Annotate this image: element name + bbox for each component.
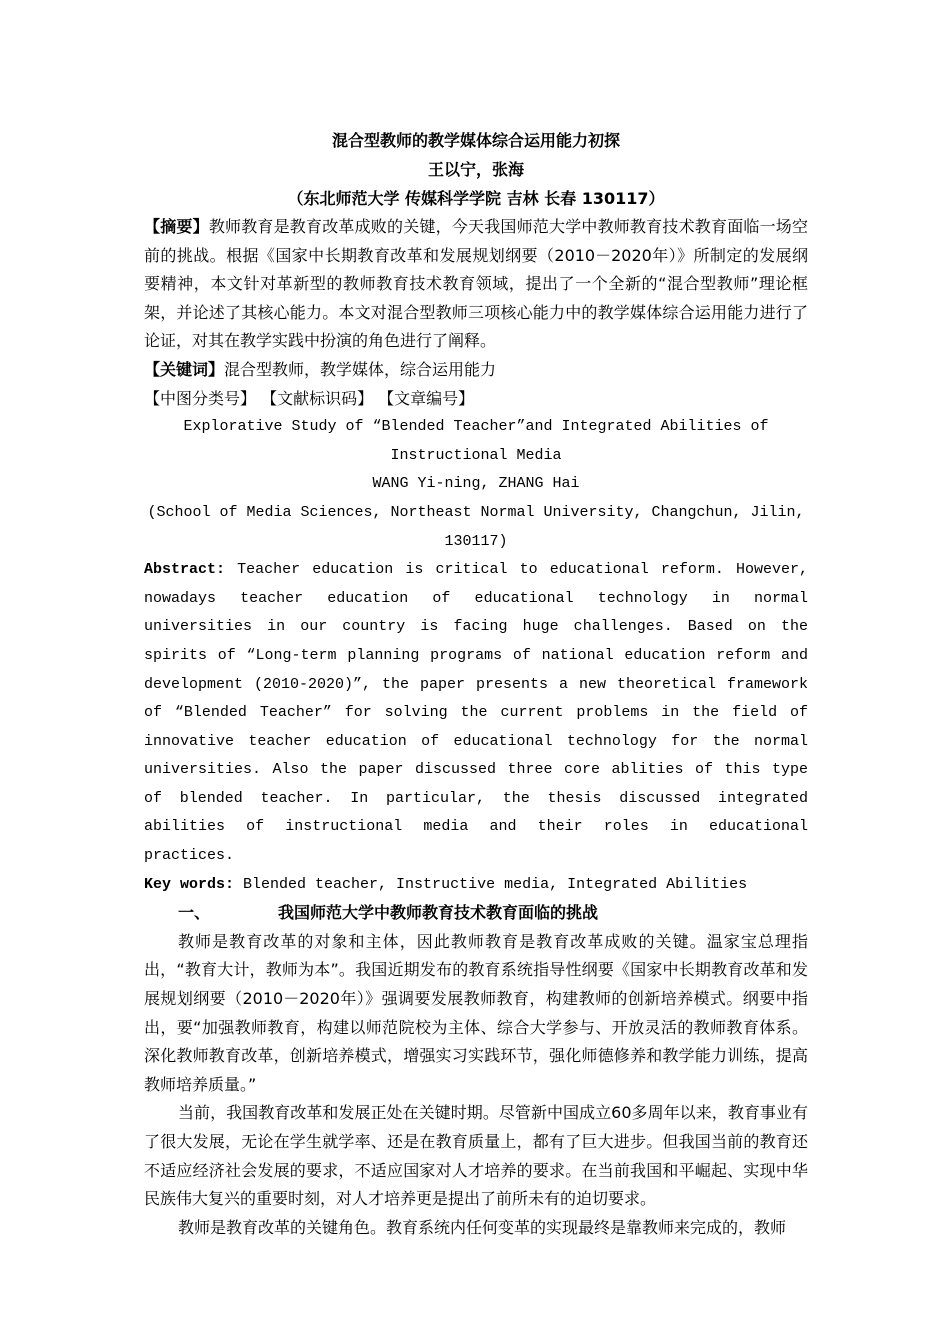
paper-title-en: Explorative Study of “Blended Teacher”and Integrated Abilities of Instructional Media: [183, 418, 769, 464]
keywords-en: [144, 871, 808, 900]
authors-cn: 王以宁，张海: [427, 160, 524, 179]
keywords-cn: [144, 356, 808, 385]
body-paragraph: 教师是教育改革的对象和主体，因此教师教育是教育改革成败的关键。温家宝总理指出，“教育大计，教师为本”。我国近期发布的教育系统指导性纲要《国家中长期教育改革和发展规划纲要（2010－2020年）》强调要发展教师教育，构建教师的创新培养模式。纲要中指出，要“加强教师教育，构建以师范院校为主体、综合大学参与、开放灵活的教师教育体系。深化教师教育改革，创新培养模式，增强实习实践环节，强化师德修养和教学能力训练，提高教师培养质量。”: [144, 931, 808, 1094]
body-paragraph: 当前，我国教育改革和发展正处在关键时期。尽管新中国成立60多周年以来，教育事业有了很大发展，无论在学生就学率、还是在教育质量上，都有了巨大进步。但我国当前的教育还不适应经济社会发展的要求，不适应国家对人才培养的要求。在当前我国和平崛起、实现中华民族伟大复兴的重要时刻，对人才培养更是提出了前所未有的迫切要求。: [144, 1103, 808, 1209]
abstract-cn-label: 【摘要】: [144, 217, 209, 236]
keywords-en-text: Blended teacher, Instructive media, Integrated Abilities: [243, 875, 748, 893]
keywords-cn-text: 混合型教师，教学媒体，综合运用能力: [224, 359, 497, 379]
authors-en: WANG Yi-ning, ZHANG Hai: [372, 475, 580, 493]
section-heading: [144, 899, 808, 928]
classification-line: 【中图分类号】 【文献标识码】 【文章编号】: [144, 388, 475, 408]
abstract-en: [144, 556, 808, 871]
affiliation-cn: （东北师范大学 传媒科学学院 吉林 长春 130117）: [287, 189, 665, 208]
abstract-cn: [144, 213, 808, 356]
affiliation-en: (School of Media Sciences, Northeast Normal University, Changchun, Jilin, 130117): [147, 503, 805, 550]
section-title: 我国师范大学中教师教育技术教育面临的挑战: [278, 903, 599, 923]
abstract-cn-text: 教师教育是教育改革成败的关键，今天我国师范大学中教师教育技术教育面临一场空前的挑战。根据《国家中长期教育改革和发展规划纲要（2010－2020年）》所制定的发展纲要精神，本文针对革新型的教师教育技术教育领域，提出了一个全新的“混合型教师”理论框架，并论述了其核心能力。本文对混合型教师三项核心能力中的教学媒体综合运用能力进行了论证，对其在教学实践中扮演的角色进行了阐释。: [144, 217, 808, 351]
abstract-en-text: Teacher education is critical to educational reform. However, nowadays teacher education of educational technology in normal universities in our country is facing huge challenges. Based on the spirits of “Long-term planning programs of national education reform and development (2010-2020)”, the paper presents a new theoretical framework of “Blended Teacher” for solving the current problems in the field of innovative teacher education of educational technology for the normal universities. Also the paper discussed three core ablities of this type of blended teacher. In particular, the thesis discussed integrated abilities of instructional media and their roles in educational practices.: [144, 561, 808, 865]
keywords-cn-label: 【关键词】: [144, 359, 225, 379]
keywords-en-label: Key words:: [144, 875, 235, 893]
paper-title-cn: 混合型教师的教学媒体综合运用能力初探: [331, 131, 620, 150]
abstract-en-label: Abstract:: [144, 561, 226, 579]
section-number: 一、: [178, 903, 211, 923]
paper-page: [144, 126, 808, 1242]
body-paragraph: 教师是教育改革的关键角色。教育系统内任何变革的实现最终是靠教师来完成的，教师: [178, 1217, 787, 1237]
